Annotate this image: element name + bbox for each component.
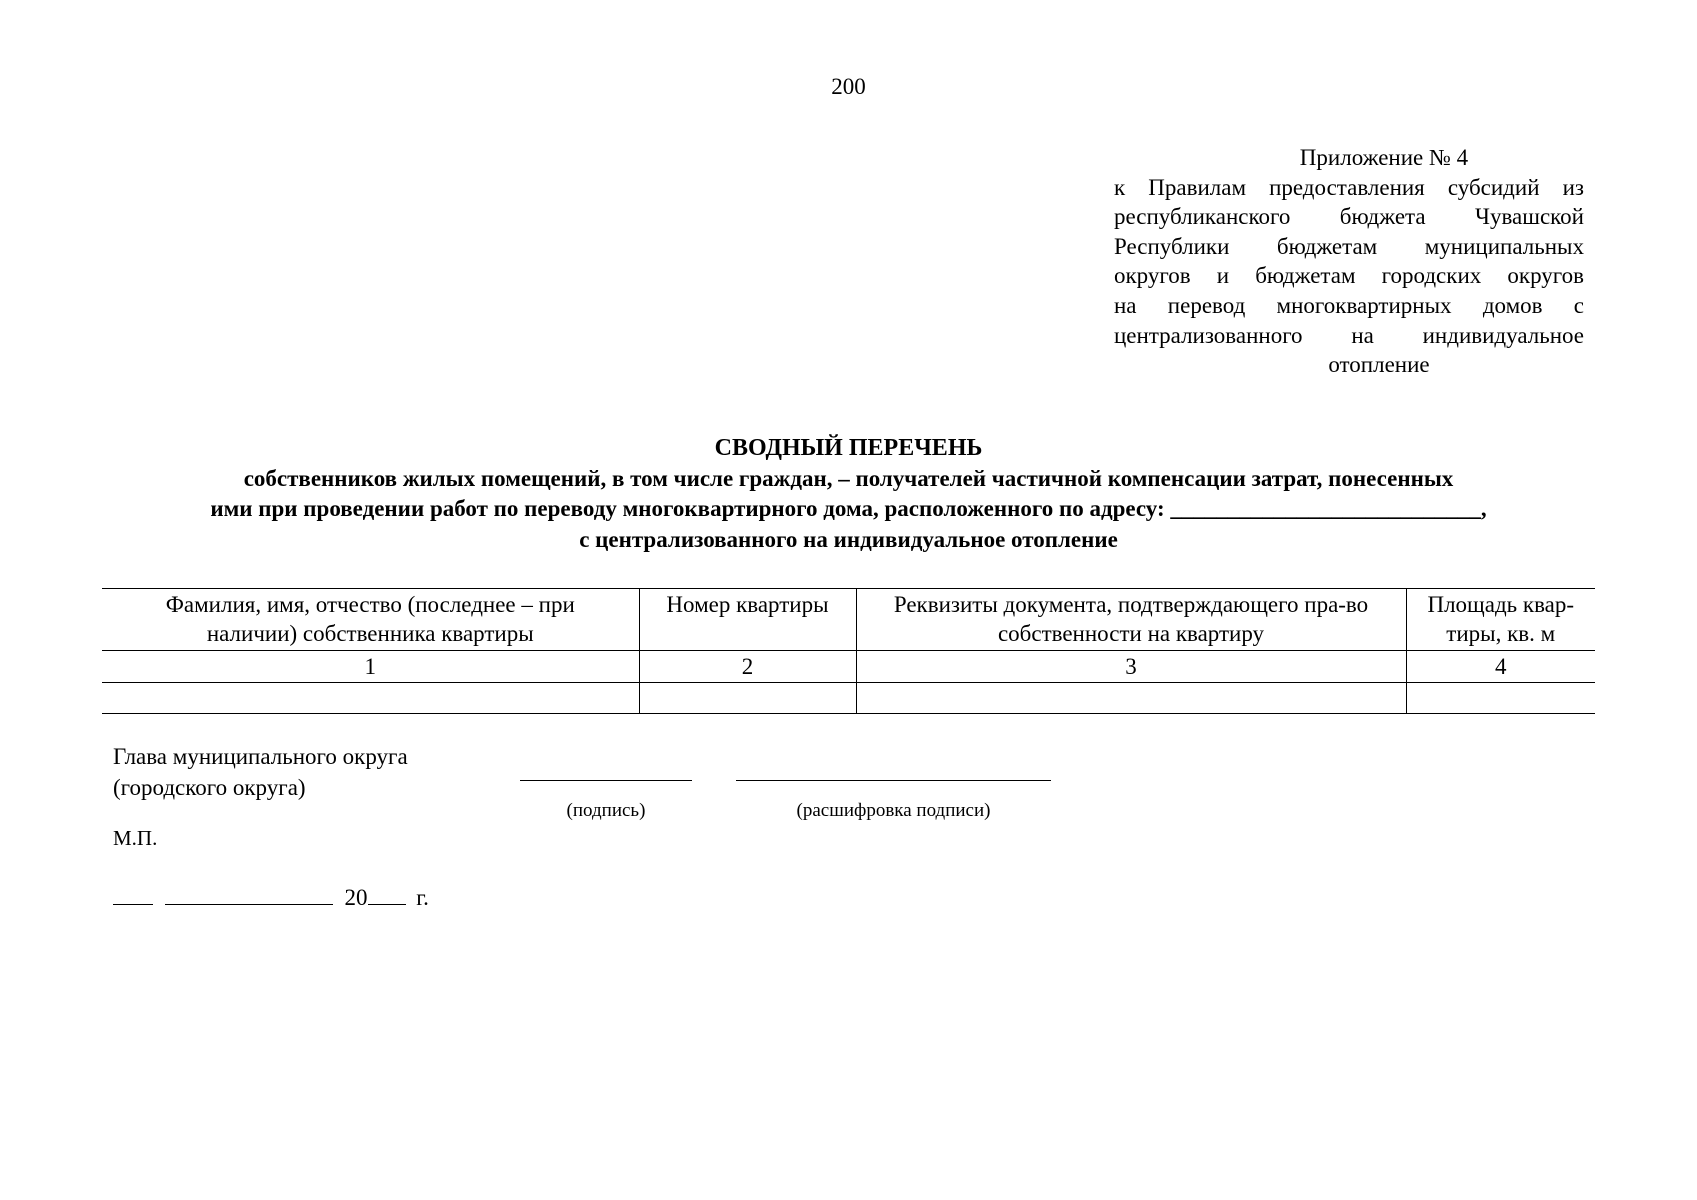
signature-line [520, 780, 692, 781]
appendix-title: Приложение № 4 [1299, 145, 1469, 170]
table-cell [639, 683, 856, 714]
stamp-label: М.П. [113, 826, 158, 850]
column-header-apartment-number: Номер квартиры [639, 589, 856, 651]
appendix-line: к Правилам предоставления субсидий из [1114, 174, 1584, 200]
signature-caption: (подпись) [566, 800, 646, 821]
signatory-position-line: (городского округа) [113, 775, 306, 800]
signature-decoding-caption: (расшифровка подписи) [796, 800, 991, 821]
owners-table [102, 588, 1595, 714]
column-header-owner-name: Фамилия, имя, отчество (последнее – при наличии) собственника квартиры [102, 589, 639, 651]
signature-decoding-line [736, 780, 1051, 781]
appendix-line: на перевод многоквартирных домов с [1114, 292, 1584, 318]
document-heading [0, 433, 1697, 555]
appendix-line: округов и бюджетам городских округов [1114, 263, 1584, 289]
appendix-line: централизованного на индивидуальное [1114, 322, 1584, 348]
signatory-position [113, 741, 408, 803]
column-number: 3 [856, 651, 1406, 683]
column-number: 1 [102, 651, 639, 683]
table-row [102, 683, 1595, 714]
month-blank [165, 882, 333, 905]
heading-subtitle-line: собственников жилых помещений, в том числе граждан, – получателей частичной компенсации затрат, понесенных [243, 465, 1454, 491]
heading-subtitle-line: с централизованного на индивидуальное отопление [579, 526, 1118, 552]
column-number: 4 [1406, 651, 1595, 683]
table-cell [102, 683, 639, 714]
date-line [113, 882, 429, 911]
year-blank [368, 882, 406, 905]
appendix-body [1114, 173, 1584, 351]
year-suffix: г. [416, 885, 429, 910]
heading-subtitle-line: ими при проведении работ по переводу многоквартирного дома, расположенного по адресу: ___________________________, [210, 496, 1487, 521]
appendix-block [1114, 143, 1584, 380]
column-number-row [102, 651, 1595, 683]
column-header-apartment-area: Площадь квар-тиры, кв. м [1406, 589, 1595, 651]
page-number: 200 [831, 74, 866, 99]
appendix-last-line: отопление [1328, 352, 1430, 378]
column-number: 2 [639, 651, 856, 683]
year-prefix: 20 [344, 885, 368, 910]
column-header-ownership-document: Реквизиты документа, подтверждающего пра-во собственности на квартиру [856, 589, 1406, 651]
table-cell [856, 683, 1406, 714]
signatory-position-line: Глава муниципального округа [113, 744, 408, 769]
appendix-line: Республики бюджетам муниципальных [1114, 233, 1584, 259]
heading-title: СВОДНЫЙ ПЕРЕЧЕНЬ [714, 435, 983, 461]
table-cell [1406, 683, 1595, 714]
day-blank [113, 882, 153, 905]
table-header-row [102, 589, 1595, 651]
appendix-line: республиканского бюджета Чувашской [1114, 204, 1584, 230]
